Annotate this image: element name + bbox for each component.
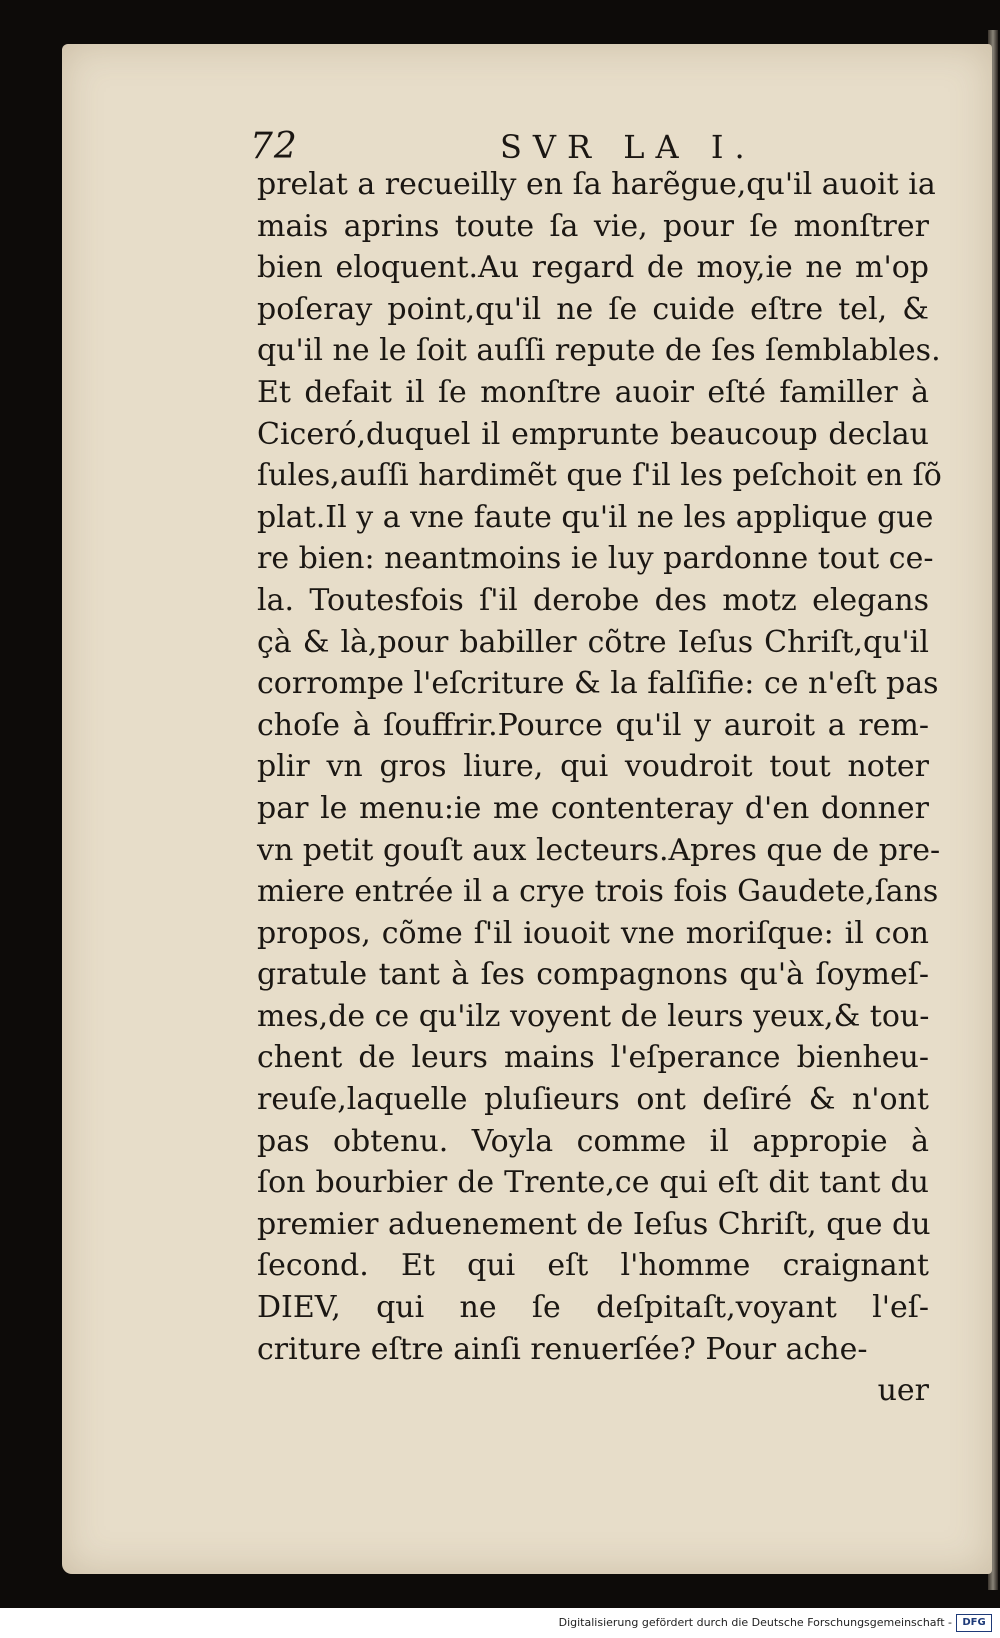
text-line: poſeray point,qu'il ne ſe cuide eſtre tel, &	[257, 291, 929, 327]
text-line: plir vn gros liure, qui voudroit tout noter	[257, 749, 929, 785]
text-line: choſe à ſouffrir.Pource qu'il y auroit a rem-	[257, 707, 929, 743]
text-line: par le menu:ie me contenteray d'en donner	[257, 790, 929, 826]
text-line: criture eſtre ainſi renuerſée? Pour ache-	[257, 1331, 868, 1367]
dfg-logo: DFG	[956, 1614, 992, 1632]
text-line: chent de leurs mains l'eſperance bienheu-	[257, 1040, 929, 1076]
text-line: premier aduenement de Ieſus Chriſt, que du	[257, 1206, 931, 1242]
text-line: Ciceró,duquel il emprunte beaucoup declau	[257, 416, 929, 452]
text-line: reuſe,laquelle pluſieurs ont deſiré & n'ont	[257, 1082, 929, 1118]
text-line: miere entrée il a crye trois fois Gaudete,ſans	[257, 874, 939, 910]
text-line: ſecond. Et qui eſt l'homme craignant	[257, 1248, 929, 1284]
running-head-title: SVR LA I.	[500, 128, 756, 166]
text-line: la. Toutesfois ſ'il derobe des motz elegans	[257, 582, 929, 618]
text-line: re bien: neantmoins ie luy pardonne tout ce-	[257, 541, 934, 577]
digitization-footer	[0, 1608, 1000, 1638]
text-line: Et defait il ſe monſtre auoir eſté familler à	[257, 374, 929, 410]
text-line: prelat a recueilly en ſa harẽgue,qu'il auoit ia	[257, 167, 936, 202]
text-line: mes,de ce qu'ilz voyent de leurs yeux,& tou-	[257, 998, 930, 1034]
body-text	[257, 164, 942, 1412]
text-line: çà & là,pour babiller cõtre Ieſus Chriſt,qu'il	[257, 624, 929, 660]
text-line: propos, cõme ſ'il iouoit vne moriſque: il con	[257, 915, 929, 951]
text-line: ſules,auſſi hardimẽt que ſ'il les peſchoit en ſõ	[257, 458, 942, 494]
text-line: DIEV, qui ne ſe deſpitaſt,voyant l'eſ-	[257, 1290, 929, 1326]
text-line: ſon bourbier de Trente,ce qui eſt dit tant du	[257, 1165, 929, 1201]
text-line: mais aprins toute ſa vie, pour ſe monſtrer	[257, 208, 929, 244]
footer-credit: Digitalisierung gefördert durch die Deutsche Forschungsgemeinschaft -	[558, 1616, 952, 1629]
text-line: plat.Il y a vne faute qu'il ne les applique gue	[257, 499, 934, 535]
text-line: vn petit gouſt aux lecteurs.Apres que de pre-	[257, 832, 941, 868]
page-number: 72	[250, 126, 298, 167]
text-line: pas obtenu. Voyla comme il appropie à	[257, 1123, 929, 1159]
text-line: qu'il ne le ſoit auſſi repute de ſes ſemblables.	[257, 333, 941, 369]
catchword: uer	[877, 1373, 929, 1409]
text-line: bien eloquent.Au regard de moy,ie ne m'op	[257, 250, 929, 286]
text-line: gratule tant à ſes compagnons qu'à ſoymeſ-	[257, 957, 929, 993]
text-line: corrompe l'eſcriture & la falſifie: ce n'eſt pas	[257, 666, 939, 702]
